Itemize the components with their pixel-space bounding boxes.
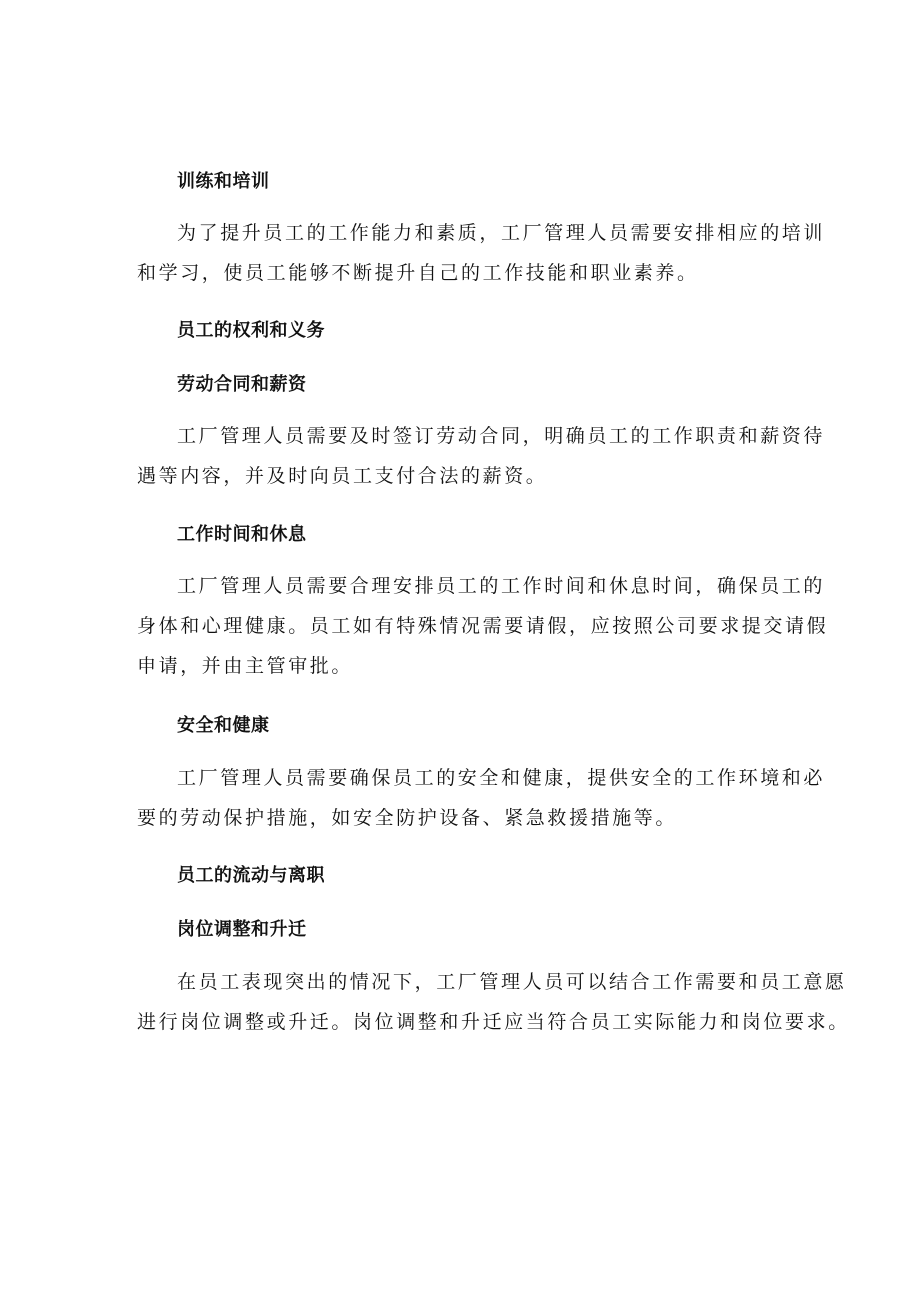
heading-contract: 劳动合同和薪资 (177, 374, 307, 395)
paragraph-worktime (137, 566, 829, 686)
paragraph-safety (137, 758, 826, 838)
paragraph-line: 要的劳动保护措施，如安全防护设备、紧急救援措施等。 (137, 807, 678, 829)
paragraph-line: 工厂管理人员需要确保员工的安全和健康，提供安全的工作环境和必 (177, 767, 826, 789)
paragraph-contract (137, 416, 826, 496)
heading-worktime: 工作时间和休息 (177, 524, 307, 545)
heading-mobility: 员工的流动与离职 (177, 865, 325, 886)
heading-safety: 安全和健康 (177, 715, 270, 736)
heading-promotion: 岗位调整和升迁 (177, 919, 307, 940)
paragraph-line: 和学习，使员工能够不断提升自己的工作技能和职业素养。 (137, 262, 699, 284)
paragraph-line: 工厂管理人员需要及时签订劳动合同，明确员工的工作职责和薪资待 (177, 425, 826, 447)
paragraph-line: 身体和心理健康。员工如有特殊情况需要请假，应按照公司要求提交请假 (137, 615, 829, 637)
paragraph-line: 为了提升员工的工作能力和素质，工厂管理人员需要安排相应的培训 (177, 222, 826, 244)
paragraph-line: 进行岗位调整或升迁。岗位调整和升迁应当符合员工实际能力和岗位要求。 (137, 1011, 850, 1033)
paragraph-promotion (137, 962, 850, 1042)
paragraph-line: 遇等内容，并及时向员工支付合法的薪资。 (137, 465, 548, 487)
heading-rights: 员工的权利和义务 (177, 320, 325, 341)
paragraph-line: 申请，并由主管审批。 (137, 655, 354, 677)
paragraph-training (137, 213, 826, 293)
heading-training: 训练和培训 (177, 171, 270, 192)
paragraph-line: 工厂管理人员需要合理安排员工的工作时间和休息时间，确保员工的 (177, 575, 826, 597)
paragraph-line: 在员工表现突出的情况下，工厂管理人员可以结合工作需要和员工意愿 (177, 971, 847, 993)
